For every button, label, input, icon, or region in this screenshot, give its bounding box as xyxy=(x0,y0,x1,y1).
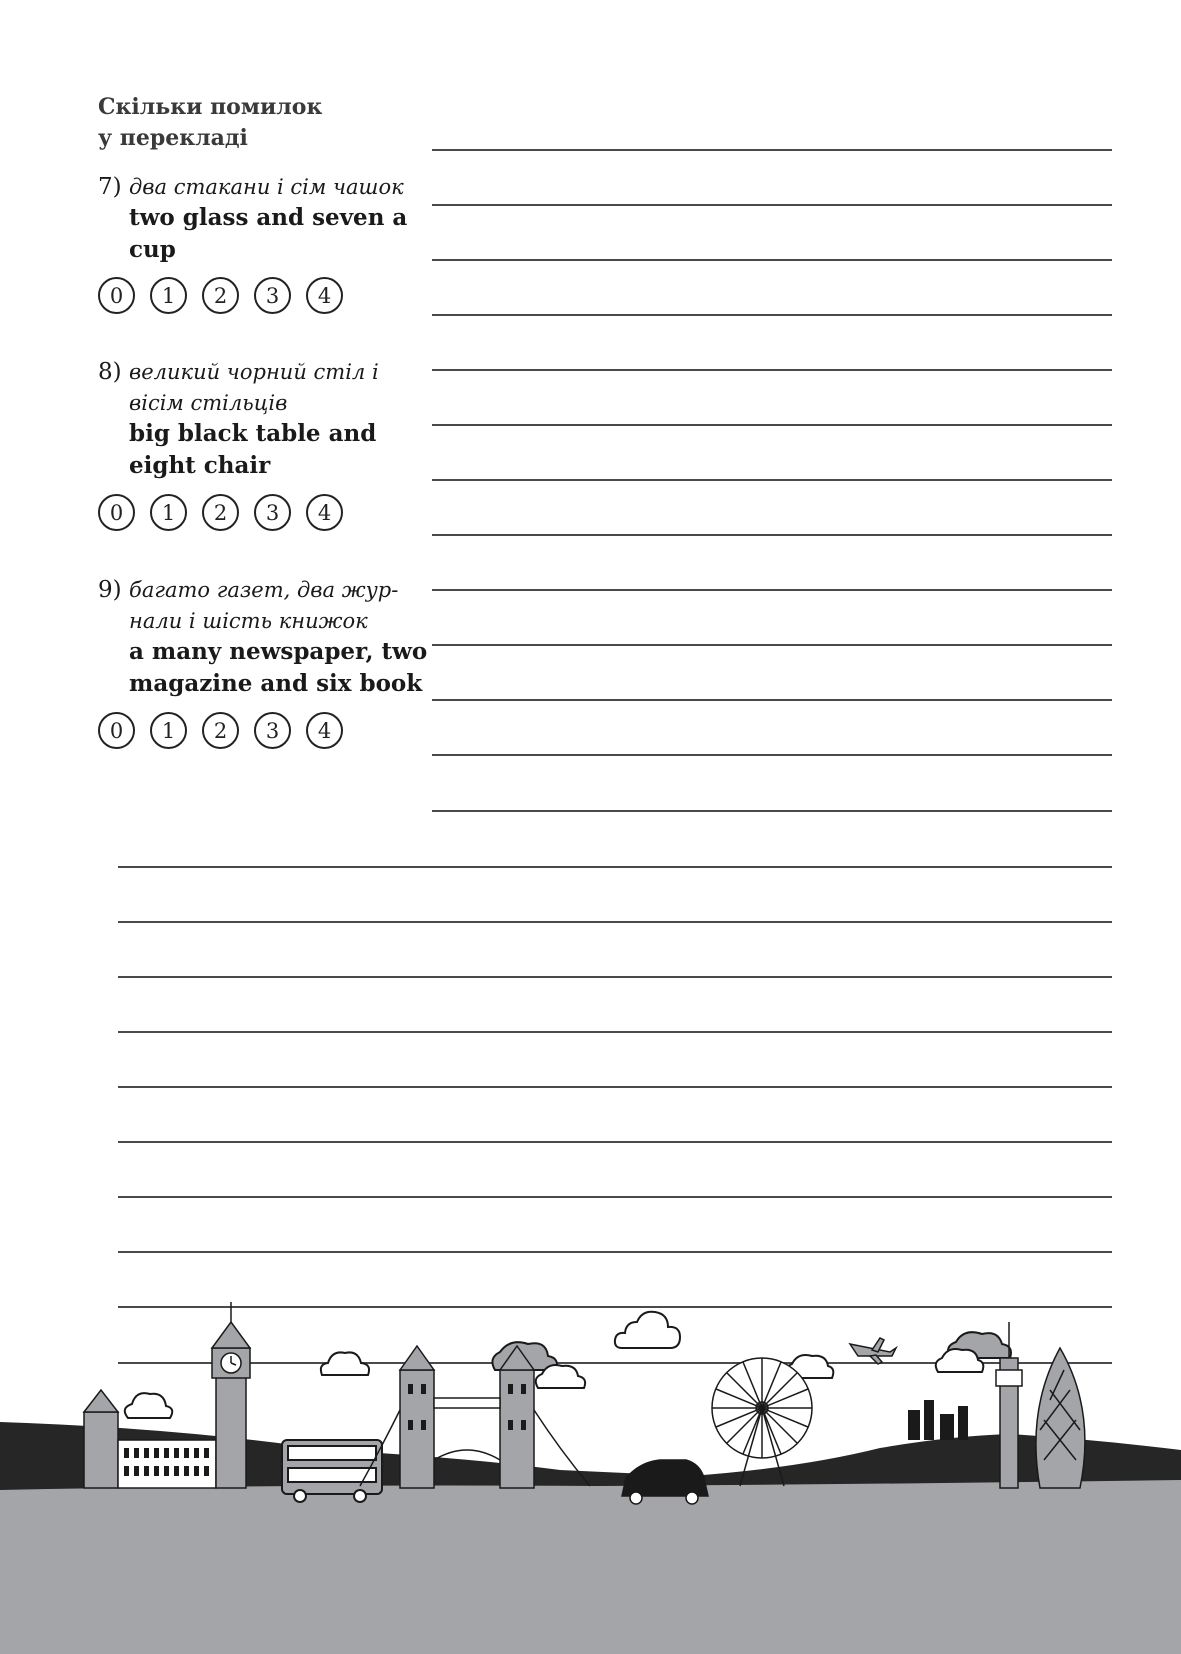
writing-line[interactable] xyxy=(118,976,1112,978)
page-heading: Скільки помилок у перекладі xyxy=(98,94,323,151)
writing-line[interactable] xyxy=(432,534,1112,536)
writing-line[interactable] xyxy=(118,921,1112,923)
mistake-count-options xyxy=(98,712,343,749)
score-option-3[interactable]: 3 xyxy=(254,712,291,749)
score-option-1[interactable]: 1 xyxy=(150,494,187,531)
score-option-1[interactable]: 1 xyxy=(150,277,187,314)
score-option-2[interactable]: 2 xyxy=(202,277,239,314)
distant-buildings-icon xyxy=(908,1400,968,1440)
gherkin-icon xyxy=(1036,1348,1085,1488)
writing-line[interactable] xyxy=(118,866,1112,868)
mistake-count-options xyxy=(98,277,343,314)
item-number: 7) xyxy=(98,174,122,200)
ukrainian-phrase: багато газет, два жур- нали і шість книжок xyxy=(129,578,399,633)
writing-line[interactable] xyxy=(118,1031,1112,1033)
writing-line[interactable] xyxy=(432,259,1112,261)
score-option-1[interactable]: 1 xyxy=(150,712,187,749)
item-number: 8) xyxy=(98,359,122,385)
score-option-3[interactable]: 3 xyxy=(254,494,291,531)
writing-line[interactable] xyxy=(432,810,1112,812)
score-option-2[interactable]: 2 xyxy=(202,494,239,531)
writing-line[interactable] xyxy=(118,1196,1112,1198)
writing-line[interactable] xyxy=(432,424,1112,426)
writing-line[interactable] xyxy=(432,369,1112,371)
english-translation: two glass and seven a cup xyxy=(129,204,408,263)
cloud-icon xyxy=(321,1352,369,1375)
score-option-2[interactable]: 2 xyxy=(202,712,239,749)
english-translation: a many newspaper, two magazine and six book xyxy=(129,638,428,697)
score-option-3[interactable]: 3 xyxy=(254,277,291,314)
score-option-4[interactable]: 4 xyxy=(306,277,343,314)
writing-line[interactable] xyxy=(432,314,1112,316)
score-option-0[interactable]: 0 xyxy=(98,494,135,531)
airplane-icon xyxy=(850,1338,896,1364)
exercise-item-7 xyxy=(98,172,428,322)
writing-line[interactable] xyxy=(432,479,1112,481)
ukrainian-phrase: два стакани і сім чашок xyxy=(129,175,404,199)
writing-line[interactable] xyxy=(432,754,1112,756)
writing-line[interactable] xyxy=(432,699,1112,701)
writing-line[interactable] xyxy=(118,1251,1112,1253)
writing-line[interactable] xyxy=(432,644,1112,646)
item-number: 9) xyxy=(98,577,122,603)
writing-line[interactable] xyxy=(432,204,1112,206)
big-ben-icon xyxy=(212,1302,250,1488)
writing-line[interactable] xyxy=(118,1086,1112,1088)
exercise-item-8 xyxy=(98,357,428,537)
cloud-icon xyxy=(125,1393,172,1418)
score-option-0[interactable]: 0 xyxy=(98,712,135,749)
english-translation: big black table and eight chair xyxy=(129,420,377,479)
score-option-4[interactable]: 4 xyxy=(306,494,343,531)
exercise-item-9 xyxy=(98,575,428,755)
score-option-0[interactable]: 0 xyxy=(98,277,135,314)
ukrainian-phrase: великий чорний стіл і вісім стільців xyxy=(129,360,379,415)
writing-line[interactable] xyxy=(118,1141,1112,1143)
double-decker-bus-icon xyxy=(282,1440,382,1502)
writing-line[interactable] xyxy=(432,589,1112,591)
writing-line[interactable] xyxy=(432,149,1112,151)
score-option-4[interactable]: 4 xyxy=(306,712,343,749)
london-skyline-illustration xyxy=(0,1300,1181,1654)
mistake-count-options xyxy=(98,494,343,531)
